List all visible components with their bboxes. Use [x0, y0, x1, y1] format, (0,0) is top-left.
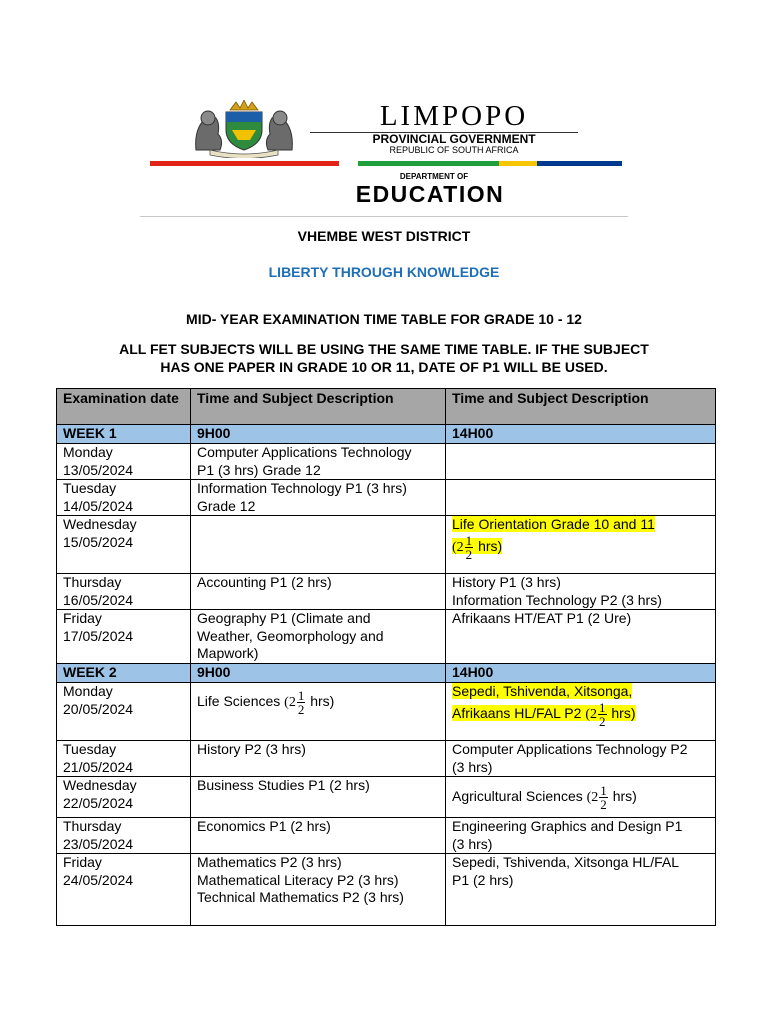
morning-subjects: [191, 516, 446, 574]
note-line-2: HAS ONE PAPER IN GRADE 10 OR 11, DATE OF P1 WILL BE USED.: [160, 359, 608, 375]
motto: LIBERTY THROUGH KNOWLEDGE: [268, 264, 500, 280]
fraction-denominator: 2: [600, 796, 607, 812]
afternoon-subjects: Agricultural Sciences (2 $\frac{1}{2}$ hrs): [446, 777, 716, 818]
fraction-whole: 2: [590, 706, 597, 722]
subject-line: Mathematical Literacy P2 (3 hrs): [197, 871, 399, 888]
subject-line: (3 hrs): [452, 835, 493, 852]
week-label: WEEK 2: [57, 664, 191, 683]
exam-date: [57, 741, 191, 777]
fraction-denominator: 2: [297, 702, 305, 717]
afternoon-subjects: [446, 854, 716, 926]
hrs-label: hrs): [310, 693, 335, 710]
week-row: [57, 425, 716, 444]
department-name: EDUCATION: [355, 181, 505, 207]
table-row: [57, 683, 716, 741]
table-row: [57, 516, 716, 574]
subject-duration-highlighted: Afrikaans HL/FAL P2 (2 $\frac{1}{2}$ hrs): [452, 699, 636, 729]
subject-line: History P2 (3 hrs): [197, 741, 306, 757]
exam-timetable: [56, 388, 716, 926]
afternoon-subjects: [446, 574, 716, 610]
exam-date: [57, 480, 191, 516]
morning-subjects: [191, 444, 446, 480]
fraction-denominator: 2: [465, 546, 473, 562]
week-label: WEEK 1: [57, 425, 191, 444]
date-value: 24/05/2024: [63, 871, 134, 888]
day-name: Monday: [63, 683, 113, 699]
subject-line: (3 hrs): [452, 758, 493, 775]
subject-line: Business Studies P1 (2 hrs): [197, 777, 370, 793]
timetable-title: MID- YEAR EXAMINATION TIME TABLE FOR GRADE 10 - 12: [186, 311, 582, 327]
date-value: 22/05/2024: [63, 794, 134, 811]
exam-date: [57, 516, 191, 574]
subject-line: Economics P1 (2 hrs): [197, 818, 331, 834]
department-of-label: DEPARTMENT OF: [399, 172, 469, 181]
subject-line: Mapwork): [197, 645, 259, 661]
fraction-half: [599, 784, 608, 811]
hrs-label: hrs): [611, 704, 636, 721]
day-name: Wednesday: [63, 516, 137, 532]
morning-subjects: [191, 741, 446, 777]
fraction-whole: 2: [288, 695, 296, 711]
fraction-whole: 2: [591, 789, 599, 805]
day-name: Monday: [63, 444, 113, 460]
subject-line: Sepedi, Tshivenda, Xitsonga HL/FAL: [452, 854, 680, 870]
afternoon-subjects: [446, 480, 716, 516]
date-value: 17/05/2024: [63, 627, 134, 644]
subject-line: History P1 (3 hrs): [452, 574, 561, 590]
fraction-whole: 2: [456, 539, 464, 555]
subject-line: Geography P1 (Climate and: [197, 610, 371, 626]
afternoon-subjects: [446, 741, 716, 777]
fraction-half: [297, 689, 306, 716]
subject-name: Life Sciences: [197, 693, 281, 710]
subject-line: Weather, Geomorphology and: [197, 627, 384, 644]
letterhead: [140, 94, 628, 217]
morning-subjects: [191, 480, 446, 516]
table-row: [57, 444, 716, 480]
timetable-note: [0, 340, 768, 376]
subject-line-highlighted: Life Orientation Grade 10 and 11: [452, 516, 655, 532]
district-name: VHEMBE WEST DISTRICT: [297, 228, 471, 244]
subject-line: P1 (2 hrs): [452, 871, 514, 888]
subject-line: Technical Mathematics P2 (3 hrs): [197, 889, 404, 905]
exam-date: [57, 610, 191, 664]
morning-subjects: [191, 777, 446, 818]
date-value: 14/05/2024: [63, 497, 134, 514]
date-value: 16/05/2024: [63, 591, 134, 608]
subject-line: Accounting P1 (2 hrs): [197, 574, 332, 590]
subject-line: Information Technology P2 (3 hrs): [452, 591, 662, 608]
subject-line: Engineering Graphics and Design P1: [452, 818, 683, 834]
morning-subjects: [191, 818, 446, 854]
table-row: [57, 480, 716, 516]
date-value: 23/05/2024: [63, 835, 134, 852]
session-time: 9H00: [191, 425, 446, 444]
date-value: 15/05/2024: [63, 533, 134, 550]
republic-name: REPUBLIC OF SOUTH AFRICA: [389, 145, 519, 155]
column-header-morning: Time and Subject Description: [191, 389, 446, 425]
afternoon-subjects: [446, 683, 716, 741]
fraction-numerator: 1: [599, 699, 606, 715]
afternoon-subjects: [446, 516, 716, 574]
day-name: Thursday: [63, 574, 122, 590]
morning-subjects: [191, 610, 446, 664]
table-row: [57, 854, 716, 926]
provincial-government: PROVINCIAL GOVERNMENT: [372, 132, 536, 146]
fraction-half: [598, 701, 607, 728]
fraction-half: [465, 534, 474, 561]
exam-date: [57, 818, 191, 854]
fraction-numerator: 1: [297, 688, 305, 703]
column-header-date: Examination date: [57, 389, 191, 425]
exam-date: [57, 777, 191, 818]
date-value: 21/05/2024: [63, 758, 134, 775]
day-name: Friday: [63, 854, 102, 870]
morning-subjects: [191, 574, 446, 610]
flag-color-band: [150, 161, 622, 166]
subject-name: Afrikaans HL/FAL P2: [452, 704, 582, 721]
fraction-denominator: 2: [599, 713, 606, 729]
day-name: Wednesday: [63, 777, 137, 793]
hrs-label: hrs): [478, 537, 503, 554]
table-row: [57, 574, 716, 610]
morning-subjects: [191, 854, 446, 926]
session-time: 14H00: [446, 664, 716, 683]
subject-line: Mathematics P2 (3 hrs): [197, 854, 342, 870]
exam-date: [57, 574, 191, 610]
morning-subjects: Life Sciences (2 $\frac{1}{2}$ hrs): [191, 683, 446, 741]
day-name: Tuesday: [63, 741, 117, 757]
session-time: 9H00: [191, 664, 446, 683]
date-value: 20/05/2024: [63, 700, 134, 717]
session-time: 14H00: [446, 425, 716, 444]
afternoon-subjects: [446, 818, 716, 854]
subject-line: Computer Applications Technology: [197, 444, 412, 460]
table-row: [57, 818, 716, 854]
day-name: Tuesday: [63, 480, 117, 496]
exam-date: [57, 444, 191, 480]
subject-name: Agricultural Sciences: [452, 787, 583, 804]
day-name: Friday: [63, 610, 102, 626]
date-value: 13/05/2024: [63, 461, 134, 478]
note-line-1: ALL FET SUBJECTS WILL BE USING THE SAME TIME TABLE. IF THE SUBJECT: [119, 341, 649, 357]
subject-line: Computer Applications Technology P2: [452, 741, 688, 757]
subject-line-highlighted: Sepedi, Tshivenda, Xitsonga,: [452, 683, 633, 699]
fraction-numerator: 1: [465, 532, 473, 548]
table-row: [57, 741, 716, 777]
table-row: [57, 777, 716, 818]
subject-duration-highlighted: (2 $\frac{1}{2}$ hrs): [452, 532, 503, 562]
subject-line: Grade 12: [197, 497, 256, 514]
day-name: Thursday: [63, 818, 122, 834]
table-header-row: [57, 389, 716, 425]
hrs-label: hrs): [612, 787, 637, 804]
afternoon-subjects: [446, 444, 716, 480]
subject-line: P1 (3 hrs) Grade 12: [197, 461, 321, 478]
exam-date: [57, 854, 191, 926]
week-row: [57, 664, 716, 683]
exam-date: [57, 683, 191, 741]
column-header-afternoon: Time and Subject Description: [446, 389, 716, 425]
province-name: LIMPOPO: [379, 100, 529, 132]
coat-of-arms-logo: [190, 100, 298, 158]
afternoon-subjects: [446, 610, 716, 664]
fraction-numerator: 1: [600, 782, 607, 798]
table-row: [57, 610, 716, 664]
subject-line: Information Technology P1 (3 hrs): [197, 480, 407, 496]
subject-line: Afrikaans HT/EAT P1 (2 Ure): [452, 610, 632, 626]
